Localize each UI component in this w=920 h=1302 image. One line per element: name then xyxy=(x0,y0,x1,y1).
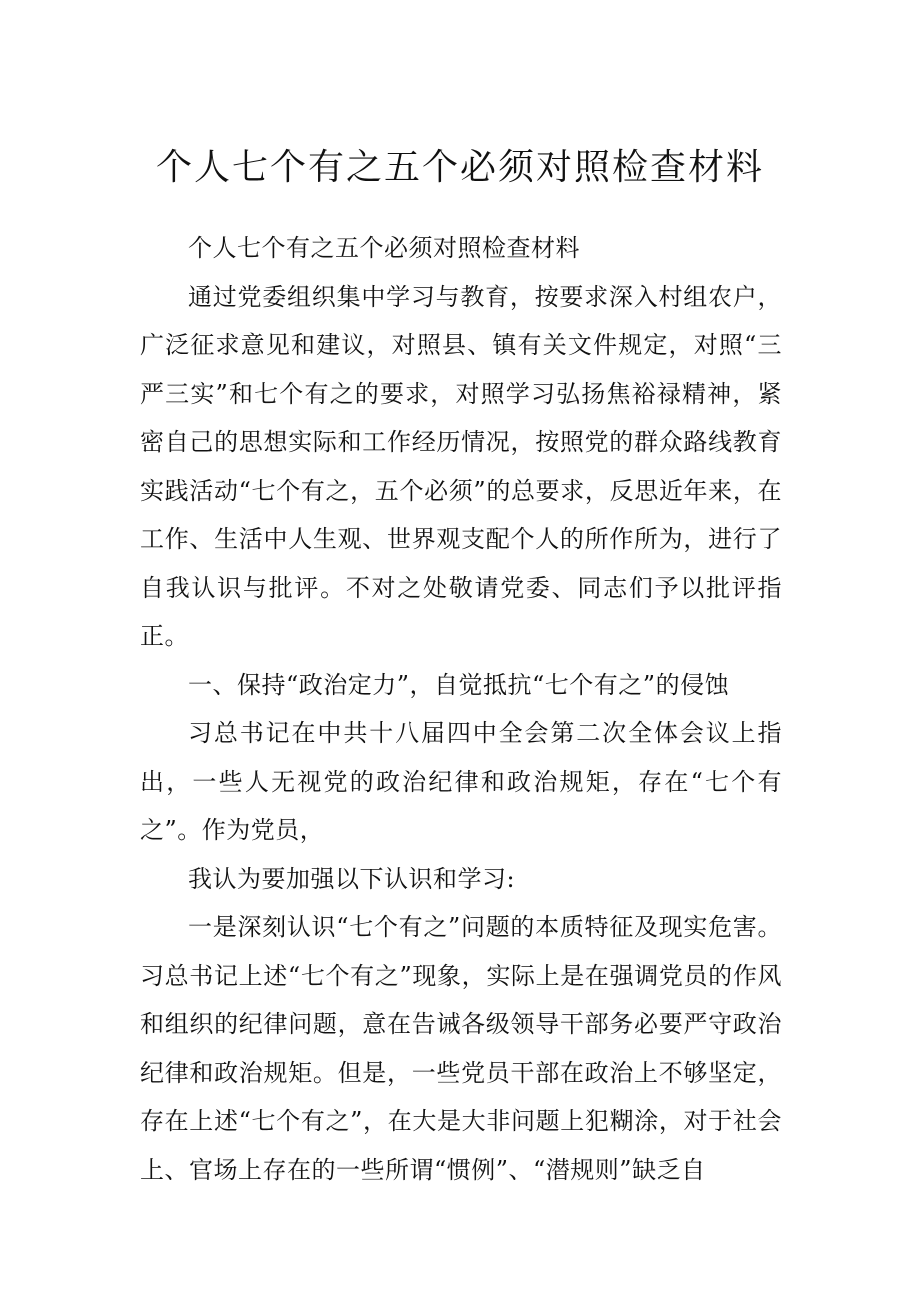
paragraph-learning: 我认为要加强以下认识和学习: xyxy=(188,864,516,893)
paragraph-section-1: 习总书记在中共十八届四中全会第二次全体会议上指出，一些人无视党的政治纪律和政治规矩，存在“七个有之”。作为党员， xyxy=(140,719,782,844)
document-body xyxy=(140,224,782,1194)
section-heading-1: 一、保持“政治定力”，自觉抵抗“七个有之”的侵蚀 xyxy=(188,670,730,699)
paragraph-subtitle: 个人七个有之五个必须对照检查材料 xyxy=(188,234,580,262)
paragraph-point-1: 一是深刻认识“七个有之”问题的本质特征及现实危害。习总书记上述“七个有之”现象，实际上是在强调党员的作风和组织的纪律问题，意在告诫各级领导干部务必要严守政治纪律和政治规矩。但是，一些党员干部在政治上不够坚定，存在上述“七个有之”，在大是大非问题上犯糊涂，对于社会上、官场上存在的一些所谓“惯例”、“潜规则”缺乏自 xyxy=(140,913,782,1184)
paragraph-intro: 通过党委组织集中学习与教育，按要求深入村组农户，广泛征求意见和建议，对照县、镇有关文件规定，对照“三严三实”和七个有之的要求，对照学习弘扬焦裕禄精神，紧密自己的思想实际和工作经历情况，按照党的群众路线教育实践活动“七个有之，五个必须”的总要求，反思近年来，在工作、生活中人生观、世界观支配个人的所作所为，进行了自我认识与批评。不对之处敬请党委、同志们予以批评指正。 xyxy=(140,282,782,650)
document-title: 个人七个有之五个必须对照检查材料 xyxy=(155,147,764,188)
